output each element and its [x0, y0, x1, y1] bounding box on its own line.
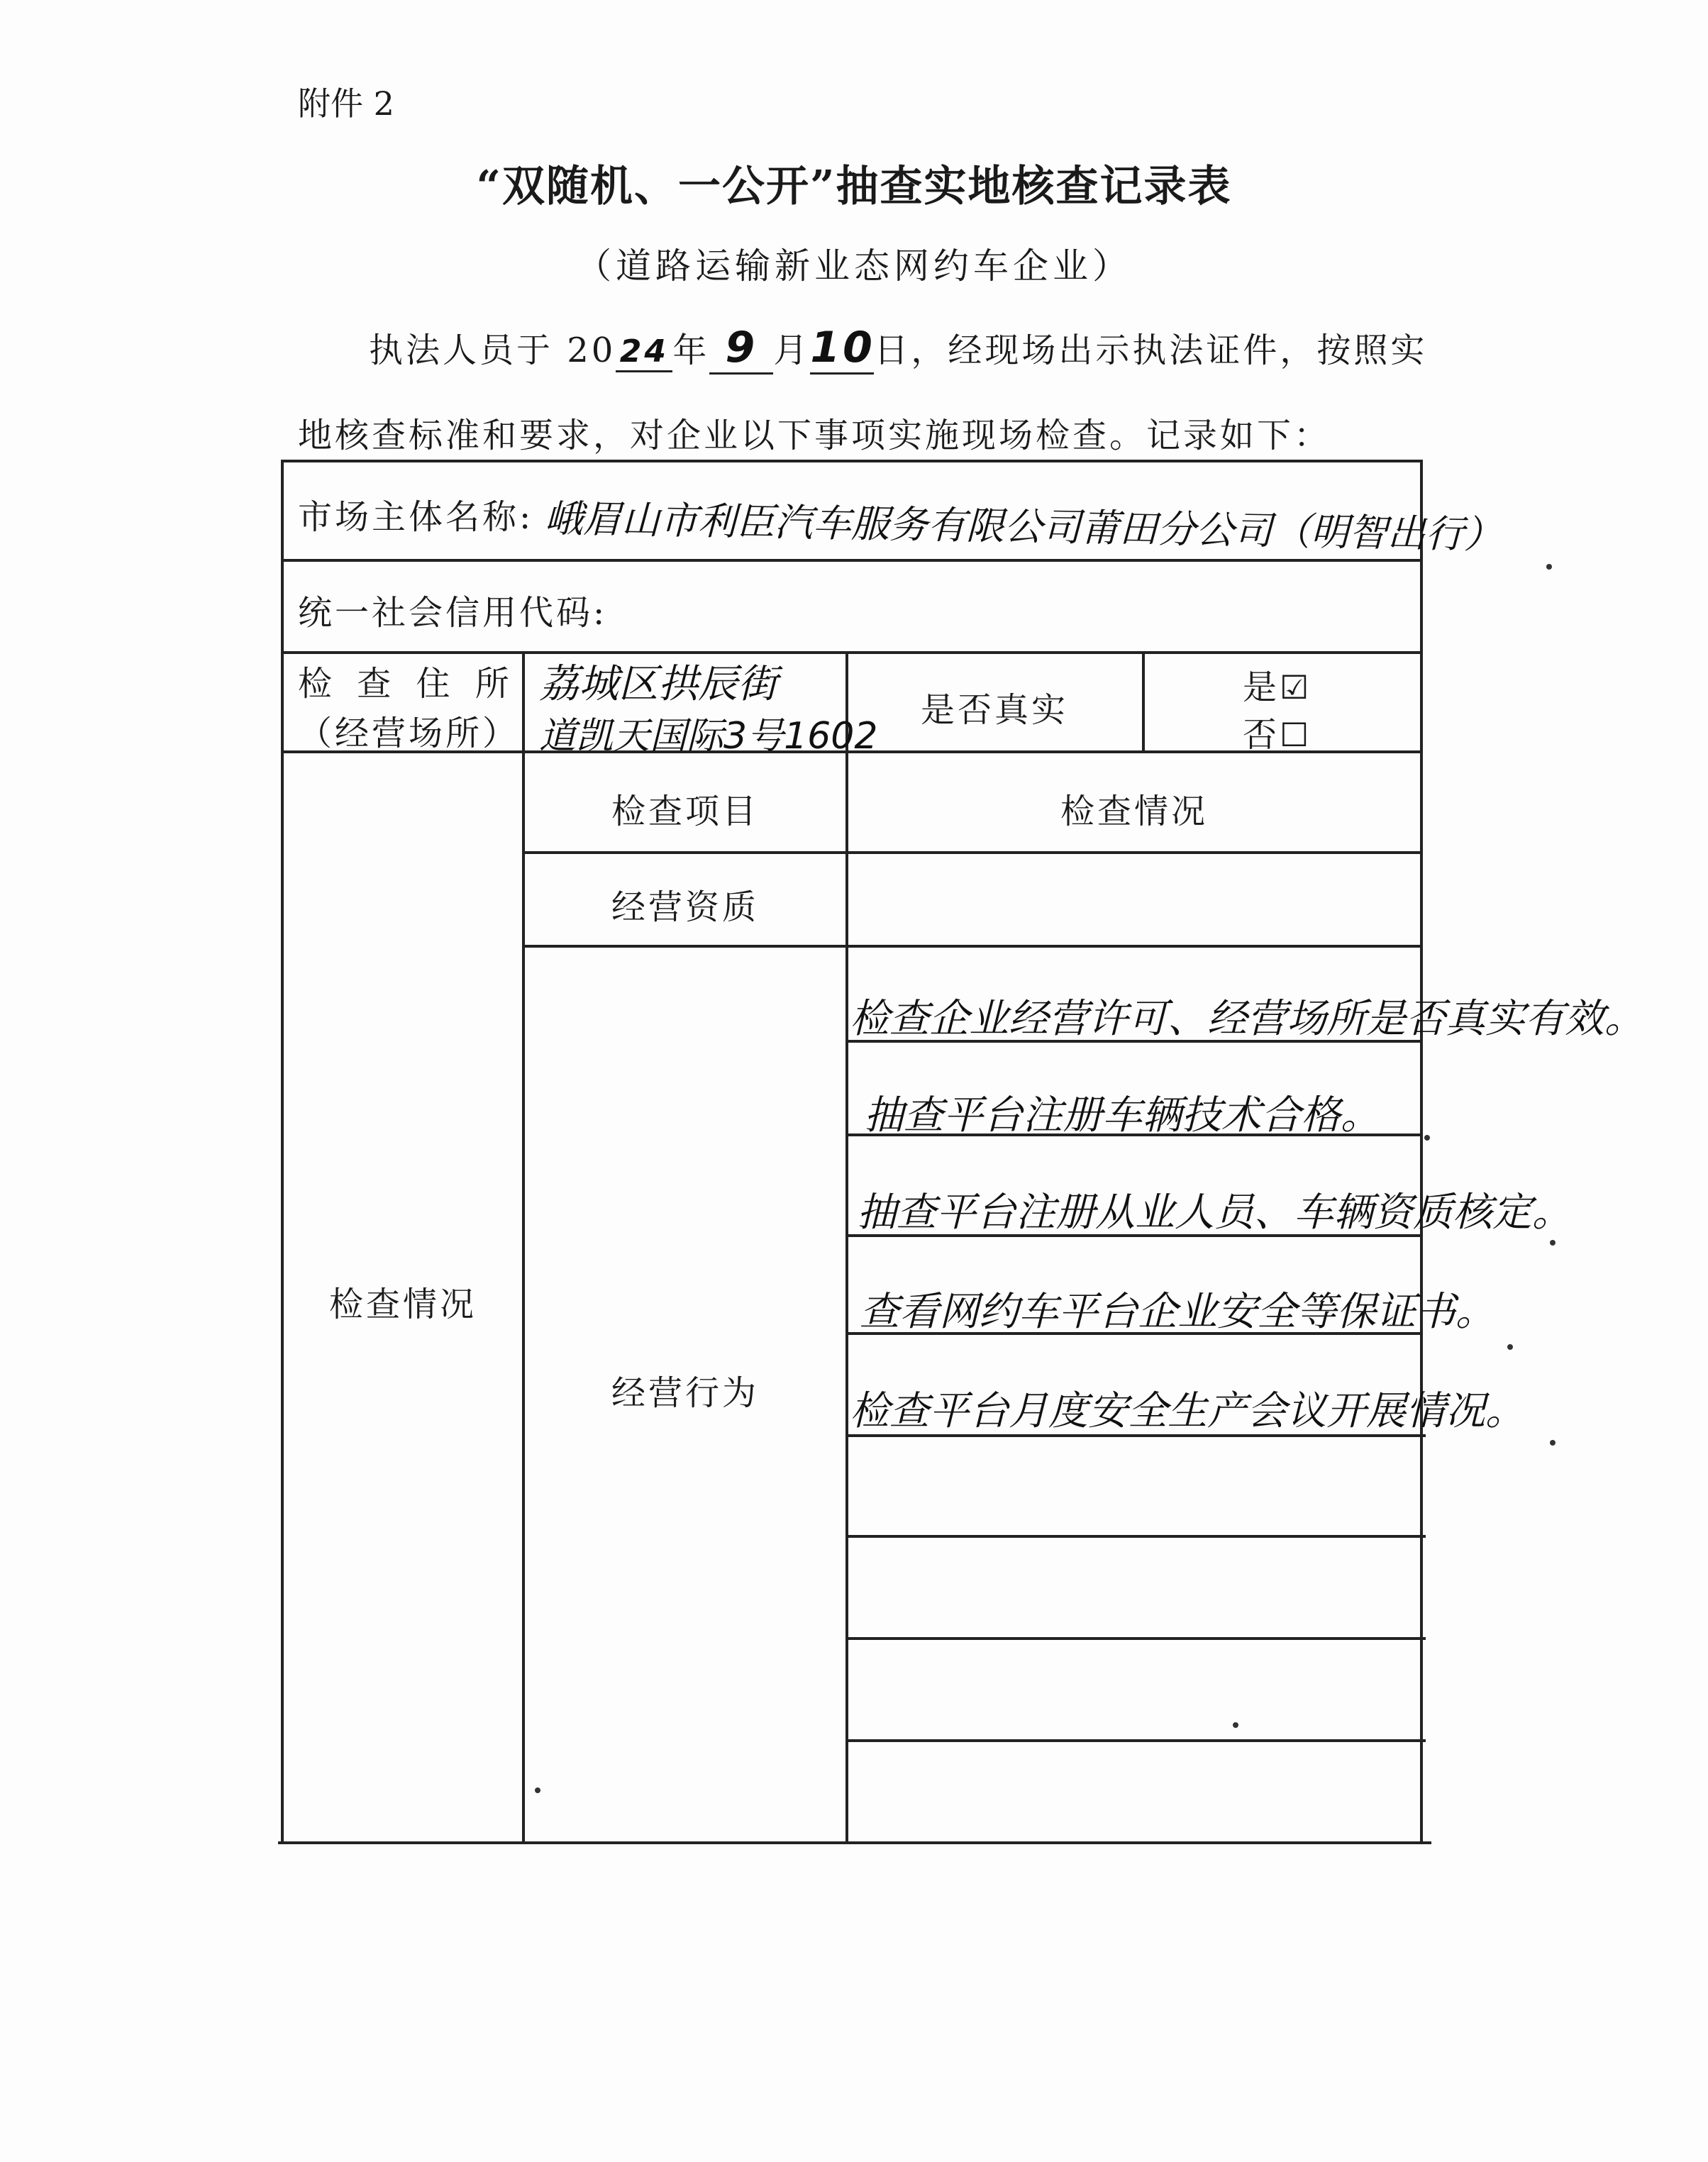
- month-field: [709, 323, 773, 375]
- behavior-entry: 抽查平台注册车辆技术合格。: [864, 1092, 1380, 1138]
- year-handwritten: 24: [619, 333, 669, 370]
- row-divider-2: [281, 651, 1421, 654]
- behavior-entry: 检查平台月度安全生产会议开展情况。: [850, 1388, 1525, 1434]
- col-item-header: 检查项目: [611, 792, 759, 831]
- entity-name-value: 峨眉山市利臣汽车服务有限公司莆田分公司（明智出行）: [544, 496, 1503, 558]
- table-border-top: [281, 460, 1421, 462]
- year-suffix: 年: [672, 331, 710, 370]
- attachment-label: 附件 2: [298, 84, 394, 123]
- entity-name-label: 市场主体名称:: [298, 497, 534, 537]
- scan-speck: [1550, 1440, 1556, 1446]
- form-title: “双随机、一公开”抽查实地核查记录表: [476, 162, 1232, 211]
- credit-code-label: 统一社会信用代码:: [298, 593, 608, 633]
- yes-checkbox-checked-icon: ☑: [1280, 668, 1312, 706]
- col-situation-header: 检查情况: [1060, 792, 1208, 831]
- month-suffix: 月: [773, 331, 811, 370]
- row-divider-qualification: [525, 945, 1421, 948]
- year-field: [616, 331, 672, 372]
- no-option: [1243, 707, 1312, 756]
- behavior-line-7: [847, 1637, 1426, 1640]
- intro-line-2: 地核查标准和要求，对企业以下事项实施现场检查。记录如下：: [298, 416, 1331, 455]
- row-behavior-label: 经营行为: [611, 1373, 759, 1413]
- scan-speck: [535, 1787, 540, 1793]
- row-qualification-label: 经营资质: [611, 887, 759, 927]
- section-label: 检查情况: [328, 1285, 477, 1324]
- month-handwritten: 9: [725, 323, 758, 372]
- row-divider-1: [281, 559, 1421, 562]
- scan-speck: [1546, 564, 1552, 570]
- row-divider-header: [525, 851, 1421, 854]
- day-handwritten: 10: [810, 323, 875, 372]
- scan-speck: [1424, 1135, 1430, 1141]
- day-field: [810, 323, 874, 375]
- table-border-bottom: [278, 1841, 1431, 1844]
- behavior-line-8: [847, 1739, 1426, 1742]
- scan-speck: [1233, 1722, 1238, 1728]
- address-value-line2: 道凯天国际3号1602: [539, 715, 878, 758]
- no-label: 否: [1243, 715, 1280, 755]
- form-subtitle: （道路运输新业态网约车企业）: [576, 245, 1132, 287]
- scan-speck: [1550, 1240, 1556, 1246]
- table-border-left: [281, 460, 284, 1844]
- behavior-line-6: [847, 1535, 1426, 1538]
- yes-option: [1243, 660, 1312, 709]
- yes-label: 是: [1243, 667, 1280, 707]
- address-value-line1: 荔城区拱辰街: [539, 661, 777, 707]
- scan-speck: [1507, 1344, 1513, 1350]
- column-divider-3: [1142, 651, 1145, 750]
- intro-prefix: 执法人员于 20: [369, 331, 616, 370]
- address-label-line1: 检 查 住 所: [298, 664, 516, 704]
- intro-line-1: [369, 323, 1427, 375]
- authentic-label: 是否真实: [920, 690, 1068, 730]
- address-label-line2: （经营场所）: [298, 714, 520, 753]
- behavior-entry: 检查企业经营许可、经营场所是否真实有效。: [850, 996, 1644, 1042]
- day-suffix: 日，经现场出示执法证件，按照实: [874, 331, 1428, 370]
- behavior-entry: 查看网约车平台企业安全等保证书。: [860, 1289, 1495, 1335]
- behavior-entry: 抽查平台注册从业人员、车辆资质核定。: [857, 1190, 1572, 1236]
- no-checkbox-icon: ☐: [1280, 716, 1312, 754]
